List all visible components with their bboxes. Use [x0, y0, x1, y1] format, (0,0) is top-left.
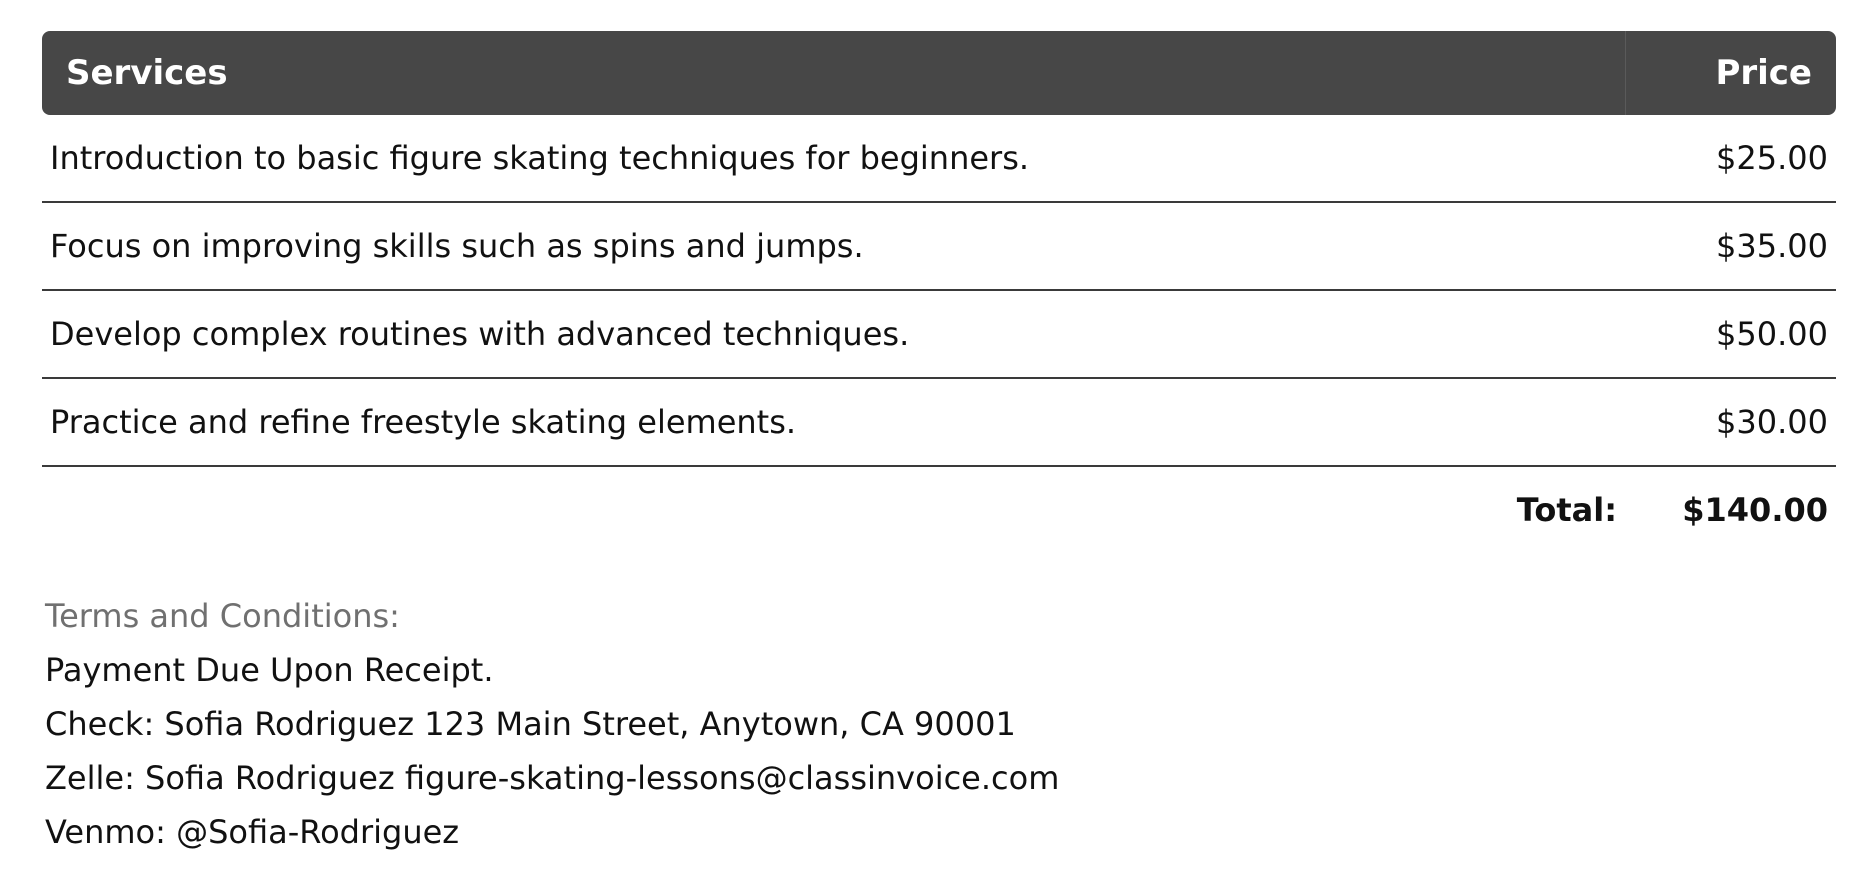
total-row — [42, 467, 1836, 553]
service-price: $30.00 — [1625, 379, 1836, 467]
services-column-header: Services — [42, 31, 1625, 115]
table-row — [42, 203, 1836, 291]
table-header-row — [42, 31, 1836, 115]
terms-zelle-info: Zelle: Sofia Rodriguez figure-skating-lessons@classinvoice.com — [45, 759, 1060, 797]
invoice-section — [42, 31, 1836, 859]
terms-section — [42, 589, 1836, 859]
price-column-header: Price — [1625, 31, 1836, 115]
service-description: Introduction to basic figure skating techniques for beginners. — [42, 115, 1625, 203]
table-row — [42, 379, 1836, 467]
total-label: Total: — [1516, 491, 1617, 529]
terms-payment-due: Payment Due Upon Receipt. — [45, 651, 494, 689]
service-price: $50.00 — [1625, 291, 1836, 379]
service-description: Develop complex routines with advanced techniques. — [42, 291, 1625, 379]
table-row — [42, 115, 1836, 203]
service-description: Focus on improving skills such as spins and jumps. — [42, 203, 1625, 291]
terms-venmo-info: Venmo: @Sofia-Rodriguez — [45, 813, 460, 851]
table-header — [42, 31, 1836, 115]
table-footer — [42, 467, 1836, 553]
table-row — [42, 291, 1836, 379]
service-price: $35.00 — [1625, 203, 1836, 291]
terms-check-info: Check: Sofia Rodriguez 123 Main Street, Anytown, CA 90001 — [45, 705, 1016, 743]
terms-heading: Terms and Conditions: — [45, 597, 400, 635]
service-description: Practice and refine freestyle skating elements. — [42, 379, 1625, 467]
service-price: $25.00 — [1625, 115, 1836, 203]
table-body — [42, 115, 1836, 467]
total-value: $140.00 — [1682, 491, 1828, 529]
services-table — [42, 31, 1836, 553]
